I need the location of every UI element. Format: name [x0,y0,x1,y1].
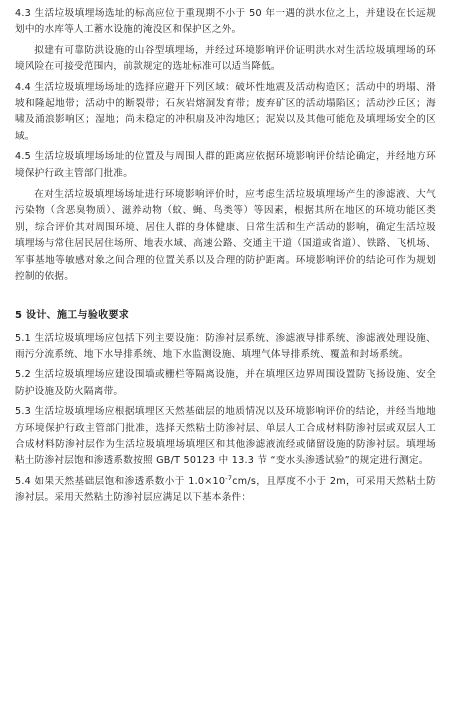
clause-4-4: 4.4 生活垃圾填埋场场址的选择应避开下列区域：破坏性地震及活动构造区；活动中的坍塌、滑坡和隆起地带；活动中的断裂带；石灰岩熔洞发育带；废弃矿区的活动塌陷区；活动沙丘区；海啸及涌浪影响区；湿地；尚未稳定的冲积扇及冲沟地区；泥炭以及其他可能危及填埋场安全的区域。 [15,81,436,142]
clause-5-4-text-b: cm/s，且厚度不小于 2m，可采用天然粘土防渗衬层。采用天然粘土防渗衬层应满足以下基本条件： [15,475,436,504]
clause-5-4-text-a: 5.4 如果天然基础层饱和渗透系数小于 1.0×10 [15,475,226,487]
clause-5-4-exponent: -7 [225,473,233,482]
clause-5-3: 5.3 生活垃圾填埋场应根据填埋区天然基础层的地质情况以及环境影响评价的结论，并经当地地方环境保护行政主管部门批准，选择天然粘土防渗衬层、单层人工合成材料防渗衬层或双层人工合成材料防渗衬层作为生活垃圾填埋场填埋区和其他渗滤液流经或储留设施的防渗衬层。填埋场粘土防渗衬层饱和渗透系数按照 GB/T 50123 中 13.3 节 “变水头渗透试验”的规定进行测定。 [15,406,436,467]
clause-4-5-note: 在对生活垃圾填埋场场址进行环境影响评价时，应考虑生活垃圾填埋场产生的渗滤液、大气污染物（含恶臭物质）、滋养动物（蚊、蝇、鸟类等）等因素，根据其所在地区的环境功能区类别，综合评价其对周围环境、居住人群的身体健康、日常生活和生产活动的影响，确定生活垃圾填埋场与常住居民居住场所、地表水域、高速公路、交通主干道（国道或省道）、铁路、飞机场、军事基地等敏感对象之间合理的位置关系以及合理的防护距离。环境影响评价的结论可作为规划控制的依据。 [15,189,436,283]
clause-5-1: 5.1 生活垃圾填埋场应包括下列主要设施：防渗衬层系统、渗滤液导排系统、渗滤液处理设施、雨污分流系统、地下水导排系统、地下水监测设施、填埋气体导排系统、覆盖和封场系统。 [15,332,436,360]
clause-5-4 [15,474,436,507]
clause-4-5: 4.5 生活垃圾填埋场场址的位置及与周围人群的距离应依据环境影响评价结论确定，并经地方环境保护行政主管部门批准。 [15,151,436,179]
clause-5-2: 5.2 生活垃圾填埋场应建设围墙或栅栏等隔离设施，并在填埋区边界周围设置防飞扬设施、安全防护设施及防火隔离带。 [15,369,436,397]
clause-4-3-note: 拟建有可靠防洪设施的山谷型填埋场，并经过环境影响评价证明洪水对生活垃圾填埋场的环境风险在可接受范围内，前款规定的选址标准可以适当降低。 [15,44,436,73]
clause-4-3: 4.3 生活垃圾填埋场选址的标高应位于重现期不小于 50 年一遇的洪水位之上，并建设在长远规划中的水库等人工蓄水设施的淹没区和保护区之外。 [15,8,436,36]
section-5-heading: 5 设计、施工与验收要求 [15,309,130,321]
